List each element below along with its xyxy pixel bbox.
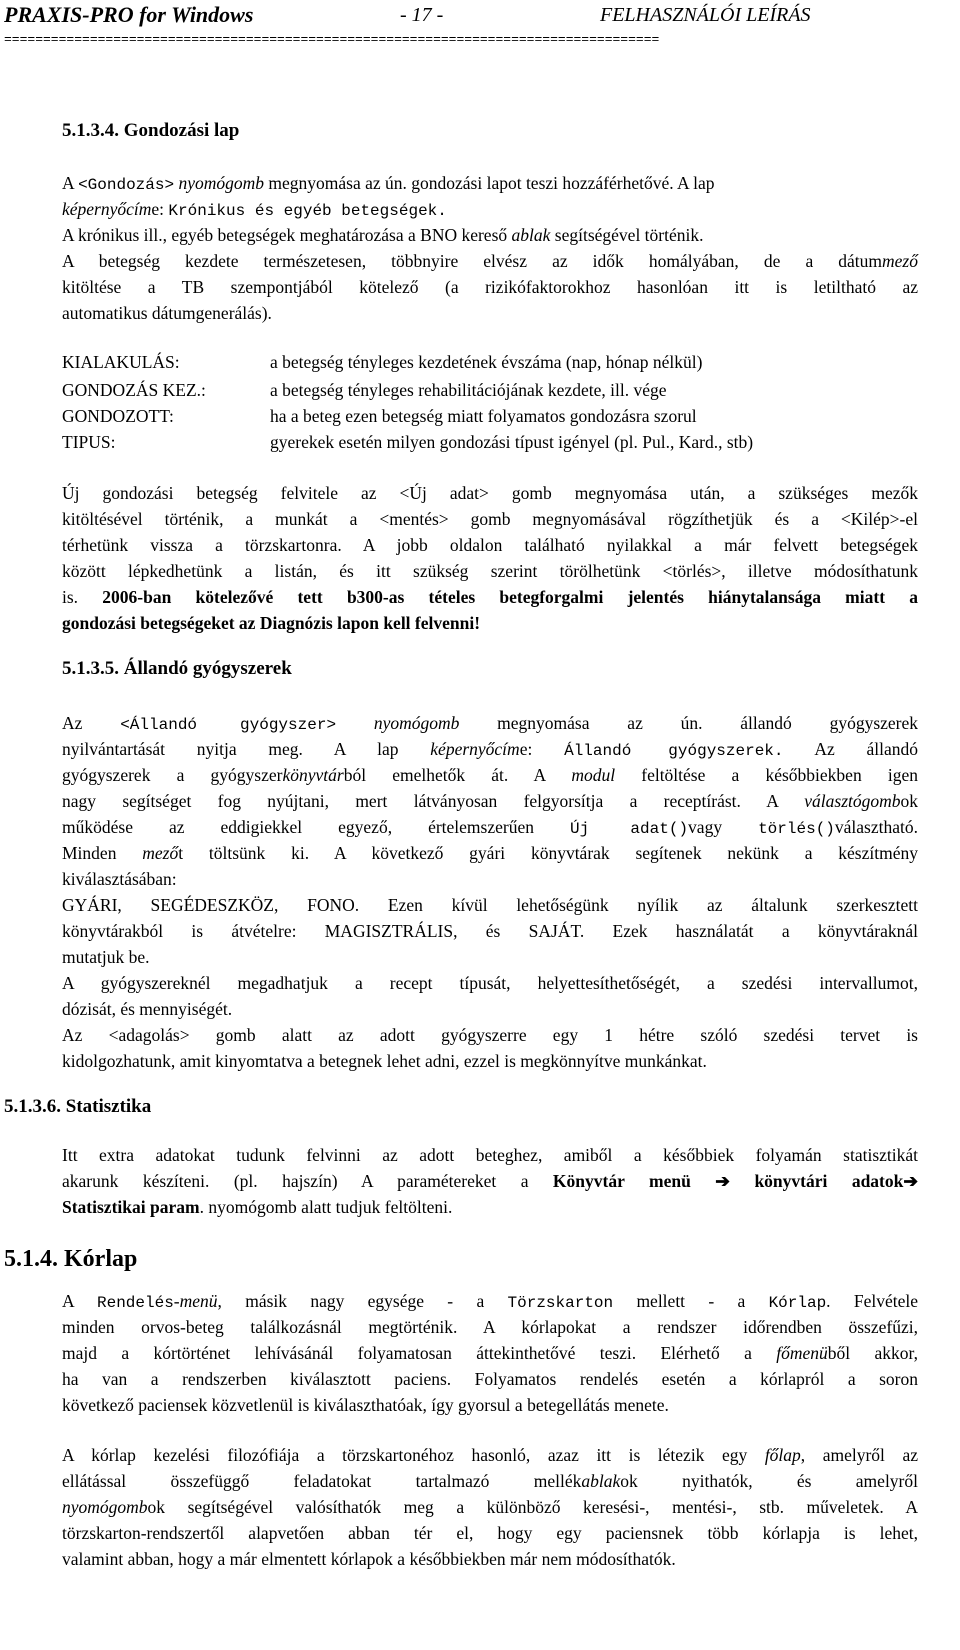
header-rule: ====================================================================================: [4, 32, 660, 47]
s2-line11: A gyógyszereknél megadhatjuk a recept típusát, helyettesíthetőségét, a szedési intervallumot,: [62, 973, 918, 993]
s2-line10: mutatjuk be.: [62, 947, 150, 967]
s4-line2: minden orvos-beteg találkozásnál megtörténik. A kórlapokat a rendszer időrendben összefűzi,: [62, 1317, 918, 1337]
s3-line3: Statisztikai param. nyomógomb alatt tudjuk feltölteni.: [62, 1197, 453, 1217]
s1-p2-line6: gondozási betegségeket az Diagnózis lapon kell felvenni!: [62, 613, 481, 633]
s3-line2: akarunk készíteni. (pl. hajszín) A paramétereket a Könyvtár menü ➔ könyvtári adatok➔: [62, 1171, 919, 1191]
s4-p2-line5: valamint abban, hogy a már elmentett kórlapok a későbbiekben már nem módosíthatók.: [62, 1549, 676, 1569]
s2-line3: gyógyszerek a gyógyszerkönyvtárból emelhetők át. A modul feltöltése a későbbiekben igen: [62, 765, 918, 785]
s2-line6: Minden mezőt töltsünk ki. A következő gyári könyvtárak segítenek nekünk a készítmény: [62, 843, 918, 863]
s1-line5: kitöltése a TB szempontjából kötelező (a rizikófaktorokhoz hasonlóan itt is letiltható az: [62, 277, 918, 297]
def-desc: a betegség tényleges kezdetének évszáma (nap, hónap nélkül): [270, 352, 703, 372]
s4-line1: A Rendelés-menü, másik nagy egysége - a Törzskarton mellett - a Kórlap. Felvétele: [62, 1291, 918, 1312]
def-desc: gyerekek esetén milyen gondozási típust igényel (pl. Pul., Kard., stb): [270, 432, 754, 452]
s4-p2-line3: nyomógombok segítségével valósíthatók meg a különböző keresési-, mentési-, stb. műveletek. A: [62, 1497, 918, 1517]
section-title-allando-gyogyszerek: 5.1.3.5. Állandó gyógyszerek: [62, 658, 292, 679]
s2-line1: Az <Állandó gyógyszer> nyomógomb megnyomása az ún. állandó gyógyszerek: [62, 713, 919, 734]
s4-line4: ha van a rendszerben kiválasztott paciens. Folyamatos rendelés esetén a kórlapról a soron: [62, 1369, 918, 1389]
s2-line7: kiválasztásában:: [62, 869, 177, 889]
section-title-statisztika: 5.1.3.6. Statisztika: [4, 1096, 152, 1117]
def-term: GONDOZOTT:: [62, 406, 174, 426]
s1-line1: A <Gondozás> nyomógomb megnyomása az ún. gondozási lapot teszi hozzáférhetővé. A lap: [62, 173, 715, 194]
s2-line9: könyvtárakból is átvételre: MAGISZTRÁLIS, és SAJÁT. Ezek használatát a könyvtáraknál: [62, 921, 918, 941]
def-desc: a betegség tényleges rehabilitációjának kezdete, ill. vége: [270, 380, 667, 400]
s2-line8: GYÁRI, SEGÉDESZKÖZ, FONO. Ezen kívül lehetőségünk nyílik az általunk szerkesztett: [62, 895, 918, 915]
s1-p2-line2: kitöltésével történik, a munkát a <mentés> gomb megnyomásával rögzíthetjük és a <Kilép>-el: [62, 509, 918, 529]
s1-p2-line3: térhetünk vissza a törzskartonra. A jobb oldalon található nyilakkal a már felvett betegségek: [62, 535, 918, 555]
def-term: GONDOZÁS KEZ.:: [62, 380, 206, 400]
s2-line13: Az <adagolás> gomb alatt az adott gyógyszerre egy 1 hétre szóló szedési tervet is: [62, 1025, 918, 1045]
s1-line3: A krónikus ill., egyéb betegségek meghatározása a BNO kereső ablak segítségével történik.: [62, 225, 704, 245]
def-term: KIALAKULÁS:: [62, 352, 180, 372]
arrow-right-icon: ➔: [715, 1171, 730, 1191]
s1-p2-line4: között lépkedhetünk a listán, és itt szükség szerint törölhetünk <törlés>, illetve módosíthatunk: [62, 561, 918, 581]
header-title: PRAXIS-PRO for Windows: [4, 2, 254, 27]
s3-line1: Itt extra adatokat tudunk felvinni az adott beteghez, amiből a későbbiek folyamán statisztikát: [62, 1145, 918, 1165]
s1-p2-line1: Új gondozási betegség felvitele az <Új adat> gomb megnyomása után, a szükséges mezők: [62, 483, 918, 503]
s4-line3: majd a kórtörténet lehívásánál folyamatosan áttekinthetővé teszi. Elérhető a főmenüből akkor,: [62, 1343, 918, 1363]
s2-line2: nyilvántartását nyitja meg. A lap képernyőcíme: Állandó gyógyszerek. Az állandó: [62, 739, 918, 760]
s4-p2-line4: törzskarton-rendszertől alapvetően abban tér el, hogy egy paciensnek több kórlapja is lehet,: [62, 1523, 918, 1543]
s2-line12: dózisát, és mennyiségét.: [62, 999, 233, 1019]
page-number: - 17 -: [400, 4, 444, 26]
s1-line6: automatikus dátumgenerálás).: [62, 303, 272, 323]
header-doc-title: FELHASZNÁLÓI LEÍRÁS: [600, 4, 811, 26]
section-title-korlap: 5.1.4. Kórlap: [4, 1246, 138, 1272]
s2-line14: kidolgozhatunk, amit kinyomtatva a betegnek lehet adni, ezzel is megkönnyítve munkánkat.: [62, 1051, 707, 1071]
s4-p2-line1: A kórlap kezelési filozófiája a törzskartonéhoz hasonló, azaz itt is létezik egy főlap, amelyről az: [62, 1445, 919, 1465]
s4-p2-line2: ellátással összefüggő feladatokat tartalmazó mellékablakok nyithatók, és amelyről: [62, 1471, 918, 1491]
s1-p2-line5: is. 2006-ban kötelezővé tett b300-as tételes betegforgalmi jelentés hiánytalansága miatt a: [62, 587, 918, 607]
def-term: TIPUS:: [62, 432, 116, 452]
s2-line4: nagy segítséget fog nyújtani, mert látványosan felgyorsítja a receptírást. A választógombok: [62, 791, 918, 811]
s4-line5: következő paciensek közvetlenül is kiválaszthatóak, így gyorsul a betegellátás menete.: [62, 1395, 669, 1415]
s1-line4: A betegség kezdete természetesen, többnyire elvész az idők homályában, de a dátummező: [62, 251, 918, 271]
s1-line2: képernyőcíme: Krónikus és egyéb betegségek.: [62, 199, 447, 220]
s2-line5: működése az eddigiekkel egyező, értelemszerűen Új adat()vagy törlés()választható.: [62, 817, 918, 838]
section-title-gondozasi-lap: 5.1.3.4. Gondozási lap: [62, 120, 240, 141]
def-desc: ha a beteg ezen betegség miatt folyamatos gondozásra szorul: [270, 406, 697, 426]
